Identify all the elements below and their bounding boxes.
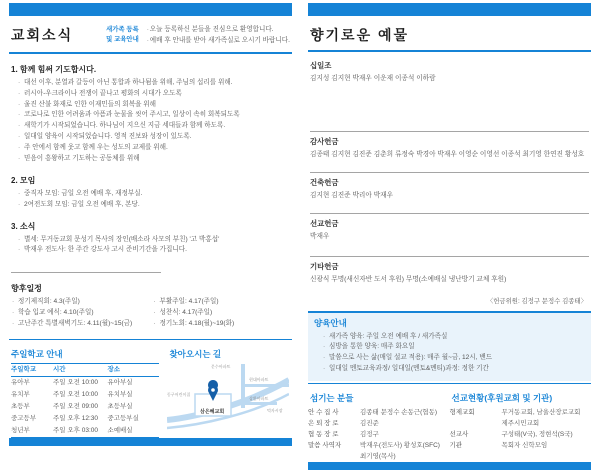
map-road (241, 364, 245, 408)
newcomer-bullet: · 예배 후 안내를 받아 새가족실로 오시기 바랍니다. (144, 36, 290, 47)
top-accent-bar (308, 3, 591, 16)
schedule-item: · 정기제직회: 4.3(주일) (9, 297, 151, 308)
offering-donors: 김종태 김지현 김진준 김춘희 류정숙 박경아 박재우 이영순 이영선 이종석 최기영 한연진 황성호 (310, 150, 585, 158)
section-title: 선교현황(후원교회 및 기관) (451, 393, 553, 404)
right-header (310, 25, 589, 45)
offering-donors: 박재우 (310, 233, 330, 241)
map-church-label: 삼은혜교회 (200, 409, 225, 416)
offering-donors: 김지현 김진준 박리아 박재우 (310, 192, 394, 200)
mission-row: 선교사 구성태(V국), 정현석(S국) (449, 431, 573, 439)
bottom-section-divider (9, 339, 292, 341)
schedule-item: · 정기노회: 4.18(월)~19(화) (151, 319, 293, 330)
section-nurture (308, 311, 591, 382)
list-item: · 별세: 무거동교회 문성기 목사의 장인(배소라 사모의 부친) '고 박홍섭' (15, 235, 292, 246)
list-item: · 믿음이 흥왕하고 기도하는 공동체를 위해 (15, 154, 292, 165)
section-prayer (9, 54, 292, 165)
table-row: 청년부 주일 오후 03:00 소예배실 (11, 427, 133, 435)
table-row: 초등부 주일 오전 09:00 초등부실 (11, 403, 133, 411)
table-header-row: 주일학교 시간 장소 (11, 364, 159, 377)
offering-committee: 〈헌금위원: 김정구 문정수 김종태〉 (486, 297, 587, 305)
schedule-item: · 성찬식: 4.17(주일) (151, 308, 293, 319)
sunday-school-table (11, 363, 159, 438)
offering-name: 선교헌금 (310, 219, 339, 229)
section-directions (167, 342, 292, 438)
top-accent-bar (9, 3, 292, 16)
section-title: 찾아오시는 길 (169, 349, 222, 360)
offering-tithe (310, 60, 589, 85)
section-title: 양육안내 (314, 317, 347, 328)
map-road (245, 384, 289, 387)
section-upcoming (9, 273, 292, 330)
list-item: · 심방을 통한 양육: 매주 화요일 (320, 342, 585, 353)
section-title: 주일학교 안내 (11, 349, 63, 360)
offering-mission (310, 213, 589, 243)
table-row: 중고등부 주일 오후 12:30 중고등부실 (11, 415, 139, 423)
page-title: 교회소식 (11, 27, 74, 43)
offering-other (310, 256, 589, 286)
list-item: · 새가족 양육: 주일 오전 예배 후 / 새가족실 (320, 332, 585, 343)
section-title: 3. 소식 (11, 221, 36, 231)
schedule-item: · 고난주간 특별새벽기도: 4.11(월)~15(금) (9, 319, 151, 330)
list-item: · 울진 산불 화재로 인한 이재민들의 회복을 위해 (15, 100, 292, 111)
newcomer-bullet: · 오늘 등록하신 분들을 진심으로 환영합니다. (144, 25, 290, 36)
map-label: 삼환아파트 (249, 396, 269, 402)
map-label: 먹자시장 (267, 408, 283, 414)
section-title: 2. 모임 (11, 175, 36, 185)
map-road (227, 402, 277, 405)
offering-name: 십일조 (310, 61, 332, 70)
list-item: · 러시아-우크라이나 전쟁이 끝나고 평화의 시대가 오도록 (15, 89, 292, 100)
serving-row: 말씀 사역자 박재우(전도사) 황성호(SFC) 최기영(목사) (308, 442, 440, 461)
schedule-item: · 학습 입교 예식: 4.10(주일) (9, 308, 151, 319)
list-item: · 말씀으로 사는 삶(매일 설교 적용): 매주 월~금, 12시, 밴드 (320, 353, 585, 364)
location-map (167, 364, 292, 435)
offering-name: 감사헌금 (310, 136, 339, 146)
list-item: · 2여전도회 모임: 금일 오전 예배 후, 본당. (15, 200, 292, 211)
list-item: · 일대일 멘토교육과정/ 일대일(멘토&멘티)과정: 정한 기간 (320, 364, 585, 375)
list-item: · 중직자 모임: 금일 오전 예배 후, 재정부실. (15, 189, 292, 200)
offering-name: 기타헌금 (310, 261, 339, 271)
mission-row: 형제교회 무거동교회, 남울산장로교회 제주시민교회 (449, 409, 581, 428)
page-left (9, 3, 292, 435)
bottom-accent-bar (308, 462, 591, 470)
map-label: 동구어린이집 (167, 392, 191, 398)
list-item: · 대선 이후, 분열과 갈등이 아닌 통합과 하나됨을 위해, 주님의 섭리를 위해. (15, 78, 292, 89)
newcomer-notice (106, 25, 290, 47)
header-divider (308, 50, 591, 52)
left-header (11, 25, 290, 47)
section-news (9, 211, 292, 257)
offering-thanksgiving (310, 131, 589, 161)
section-mission-status (450, 386, 592, 462)
list-item: · 코로나로 인한 어려움과 아픔과 눈물을 씻어 주시고, 일상이 속히 회복되도록 (15, 110, 292, 121)
newcomer-label: 새가족 등록 및 교육안내 (106, 26, 139, 43)
newcomer-bullets (144, 25, 290, 47)
section-title: 1. 함께 힘써 기도합시다. (11, 64, 97, 74)
page-right (308, 3, 591, 461)
list-item: · 주 안에서 함께 웃고 함께 우는 성도의 교제를 위해. (15, 143, 292, 154)
serving-row: 협 동 장 로 김정구 (308, 431, 379, 439)
serving-row: 은 퇴 장 로 김진준 (308, 420, 379, 428)
map-label: 문수아파트 (211, 364, 231, 370)
offering-name: 건축헌금 (310, 178, 339, 188)
section-title: 섬기는 분들 (310, 393, 354, 404)
section-meetings (9, 165, 292, 211)
table-row: 유아부 주일 오전 10:00 유아부실 (11, 379, 133, 387)
schedule-item: · 부활주일: 4.17(주일) (151, 297, 293, 308)
list-item: · 새학기가 시작되었습니다. 하나님이 지으신 지금 세대들과 함께 하도록. (15, 121, 292, 132)
offering-donors: 김지성 김지현 박재우 이운재 이종석 이하람 (310, 75, 436, 82)
offering-donors: 신광식 무명(새신자반 도서 후원) 무명(소예배실 냉난방기 교체 후원) (310, 275, 507, 283)
map-label: 현대아파트 (249, 377, 269, 383)
list-item: · 박재우 전도사: 한 주간 강도사 고시 준비기간을 가집니다. (15, 245, 292, 256)
page-title: 향기로운 예물 (310, 27, 410, 43)
section-sunday-school (9, 342, 167, 438)
mission-row: 기관 목회자 신학모임 (449, 442, 548, 450)
section-title: 향후일정 (11, 284, 42, 294)
table-row: 유치부 주일 오전 10:00 유치부실 (11, 391, 133, 399)
list-item: · 일대일 양육이 시작되었습니다. 영적 진보와 성장이 있도록. (15, 132, 292, 143)
bottom-accent-bar (9, 438, 292, 446)
serving-row: 안 수 집 사 김종태 문정수 손동근(협동) (308, 409, 438, 417)
section-serving (308, 386, 450, 462)
offering-building (310, 172, 589, 202)
